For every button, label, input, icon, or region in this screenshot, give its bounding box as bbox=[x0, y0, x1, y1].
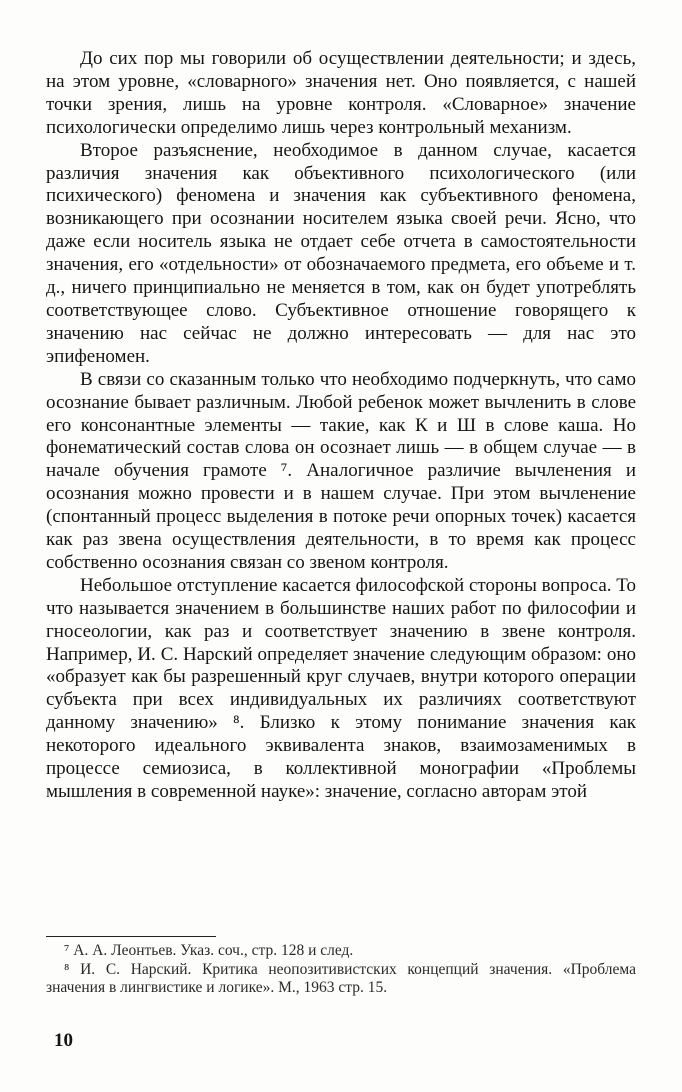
page-number: 10 bbox=[54, 1030, 73, 1051]
footnote-7: ⁷ А. А. Леонтьев. Указ. соч., стр. 128 и след. bbox=[64, 942, 354, 959]
paragraph-1: До сих пор мы говорили об осуществлении деятельности; и здесь, на этом уровне, «словарного» значения нет. Оно появляется, с нашей точки зрения, лишь на уровне контроля. «Словарное» значение психологически определимо лишь через контрольный механизм. bbox=[46, 48, 636, 138]
footnote-divider bbox=[46, 936, 216, 937]
paragraph-3: В связи со сказанным только что необходимо подчеркнуть, что само осознание бывает различным. Любой ребенок может вычленить в слове его консонантные элементы — такие, как К и Ш в слове каша. Но фонематический состав слова он осознает лишь — в общем случае — в начале обучения грамоте ⁷. Аналогичное различие вычленения и осознания можно провести и в нашем случае. При этом вычленение (спонтанный процесс выделения в потоке речи опорных точек) касается как раз звена осуществления деятельности, в то время как процесс собственно осознания связан со звеном контроля. bbox=[46, 368, 636, 573]
paragraph-2: Второе разъяснение, необходимое в данном случае, касается различия значения как объективного психологического (или психического) феномена и значения как субъективного феномена, возникающего при осознании носителем языка своей речи. Ясно, что даже если носитель языка не отдает себе отчета в самостоятельности значения, его «отдельности» от обозначаемого предмета, его объеме и т. д., ничего принципиально не меняется в том, как он будет употреблять соответствующее слово. Субъективное отношение говорящего к значению нас сейчас не должно интересовать — для нас это эпифеномен. bbox=[46, 139, 636, 367]
footnotes bbox=[46, 936, 636, 998]
footnote-8: ⁸ И. С. Нарский. Критика неопозитивистских концепций значения. «Проблема значения в лингвистике и логике». М., 1963 стр. 15. bbox=[46, 960, 636, 996]
main-text bbox=[46, 48, 636, 804]
paragraph-4: Небольшое отступление касается философской стороны вопроса. То что называется значением в большинстве наших работ по философии и гносеологии, как раз и соответствует значению в звене контроля. Например, И. С. Нарский определяет значение следующим образом: оно «образует как бы разрешенный круг случаев, внутри которого операции субъекта при всех индивидуальных их различиях соответствуют данному значению» ⁸. Близко к этому понимание значения как некоторого идеального эквивалента знаков, взаимозаменимых в процессе семиозиса, в коллективной монографии «Проблемы мышления в современной науке»: значение, согласно авторам этой bbox=[46, 574, 636, 802]
